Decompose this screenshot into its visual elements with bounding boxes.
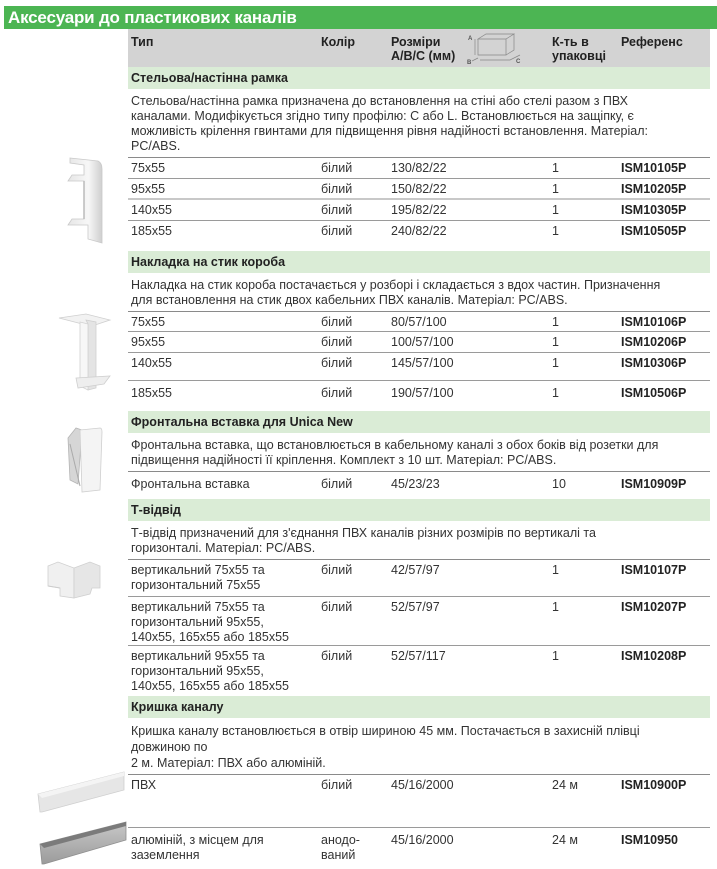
front-insert-image (60, 424, 105, 494)
header-qty: К-ть в упаковці (552, 35, 607, 63)
table-header (128, 29, 710, 67)
table-row: 95x55 білий 150/82/22 1 ISM10205P (128, 179, 710, 200)
joint-cover-image (56, 312, 112, 392)
channel-cover-aluminium-image (38, 818, 128, 868)
section-description: Фронтальна вставка, що встановлюється в кабельному каналі з обох боків від розетки для підвищення надійності її кріплення. Комплект з 10 шт. Матеріал: PC/ABS. (128, 433, 710, 472)
header-size-line2: A/B/C (мм) (391, 49, 456, 63)
table-row: 140x55 білий 145/57/100 1 ISM10306P (128, 353, 710, 381)
table-row: алюміній, з місцем для заземлення анодо- ваний 45/16/2000 24 м ISM10950 (131, 833, 678, 862)
dimension-diagram-icon (466, 31, 526, 65)
section-title: Кришка каналу (128, 696, 710, 718)
section-description: Кришка каналу встановлюється в отвір шириною 45 мм. Постачається в захисній плівці довжиною по 2 м. Матеріал: ПВХ або алюміній. (128, 718, 710, 775)
section-title: Накладка на стик короба (128, 251, 710, 273)
table-row: вертикальний 75x55 та горизонтальний 75x55 білий 42/57/97 1 ISM10107P (128, 560, 710, 597)
table-row: 95x55 білий 100/57/100 1 ISM10206P (128, 332, 710, 353)
dim-label-b: B (467, 60, 472, 65)
header-size-line1: Розміри (391, 35, 441, 49)
section-description: Стельова/настінна рамка призначена до встановлення на стіні або стелі разом з ПВХ каналами. Модифікується згідно типу профілю: C або L. Встановлюється на защіпку, є можливість крілення гвинтами для підвищення рівня надійності встановлення. Матеріал: PC/ABS. (128, 89, 710, 158)
table-row: 140x55 білий 195/82/22 1 ISM10305P (128, 200, 710, 221)
dim-label-c: C (516, 59, 521, 65)
ceiling-wall-frame-image (62, 155, 104, 245)
table-row: вертикальний 75x55 та горизонтальний 95x55, 140x55, 165x55 або 185x55 білий 52/57/97 1 ISM10207P (128, 597, 710, 646)
t-junction-image (44, 558, 102, 600)
section-title: Фронтальна вставка для Unica New (128, 411, 710, 433)
section-title: Т-відвід (128, 499, 710, 521)
channel-cover-pvc-image (36, 766, 126, 816)
header-ref: Референс (621, 35, 683, 49)
section-title: Стельова/настінна рамка (128, 67, 710, 89)
dim-label-a: A (468, 36, 473, 42)
header-type: Тип (131, 35, 154, 49)
table-row: 185x55 білий 190/57/100 1 ISM10506P (131, 386, 687, 400)
header-size (391, 35, 455, 63)
table-row: 75x55 білий 80/57/100 1 ISM10106P (128, 311, 710, 332)
section-description: Т-відвід призначений для з'єднання ПВХ каналів різних розмірів по вертикалі та горизонталі. Матеріал: PC/ABS. (128, 521, 710, 560)
section-description: Накладка на стик короба постачається у розборі і складається з вдох частин. Призначення для встановлення на стик двох кабельних ПВХ каналів. Матеріал: PC/ABS. (131, 278, 661, 307)
table-row: ПВХ білий 45/16/2000 24 м ISM10900P (128, 775, 710, 828)
table-row: 75x55 білий 130/82/22 1 ISM10105P (128, 158, 710, 179)
table-row: вертикальний 95x55 та горизонтальний 95x55, 140x55, 165x55 або 185x55 білий 52/57/117 1 ISM10208P (131, 649, 687, 693)
page-title: Аксесуари до пластикових каналів (4, 6, 717, 29)
table-row: 185x55 білий 240/82/22 1 ISM10505P (131, 224, 687, 238)
header-color: Колір (321, 35, 356, 49)
table-row: Фронтальна вставка білий 45/23/23 10 ISM10909P (131, 477, 687, 491)
accessories-table (128, 29, 710, 869)
